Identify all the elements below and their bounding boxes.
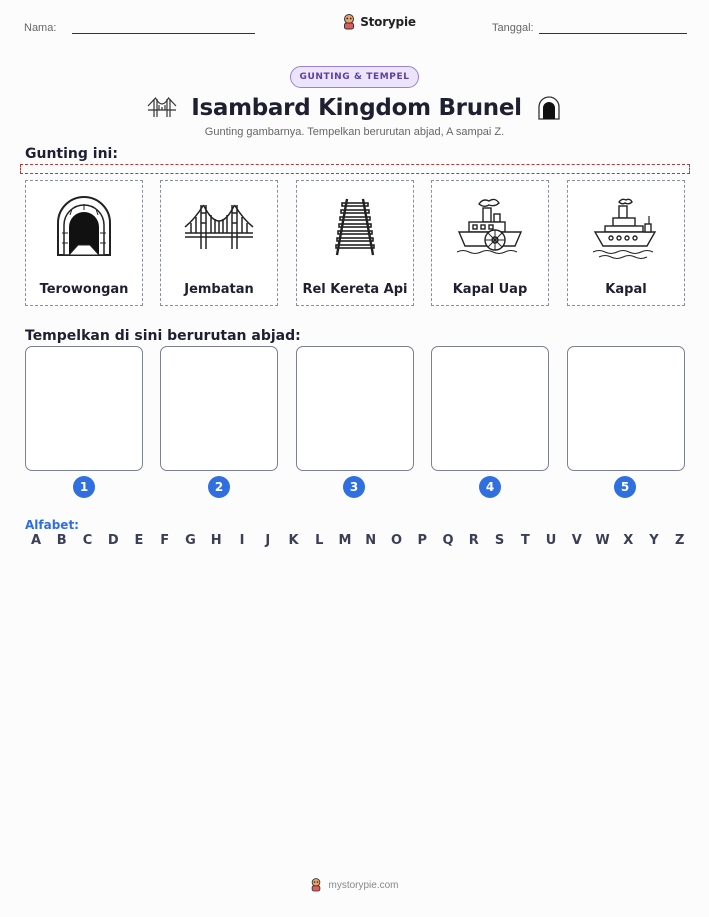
card-label: Terowongan: [39, 282, 129, 297]
cut-card-bridge[interactable]: [160, 180, 278, 306]
alphabet-letter: K: [288, 533, 299, 548]
steamboat-icon: [455, 194, 525, 260]
alphabet-letter: N: [365, 533, 377, 548]
alphabet-letter: R: [468, 533, 479, 548]
alphabet-letter: X: [623, 533, 634, 548]
alphabet-letter: L: [315, 533, 324, 548]
alphabet-letter: Q: [442, 533, 454, 548]
ship-icon: [591, 194, 661, 260]
cut-card-steamboat[interactable]: [431, 180, 549, 306]
alphabet-letter: Z: [675, 533, 685, 548]
footer-url[interactable]: mystorypie.com: [328, 879, 399, 891]
alphabet-letter: J: [265, 533, 271, 548]
alphabet-letter: E: [134, 533, 144, 548]
paste-slot-3[interactable]: [296, 346, 414, 471]
cut-card-ship[interactable]: [567, 180, 685, 306]
bridge-icon: [147, 96, 177, 120]
paste-slot-2[interactable]: [160, 346, 278, 471]
alphabet-letter: C: [82, 533, 93, 548]
worksheet-header: [24, 14, 687, 38]
alphabet-letter: D: [107, 533, 119, 548]
alphabet-letter: U: [545, 533, 557, 548]
alphabet-letter: W: [595, 533, 610, 548]
tunnel-icon: [52, 195, 116, 259]
paste-slot-1[interactable]: [25, 346, 143, 471]
slot-number: 4: [479, 476, 501, 498]
alphabet-letter: O: [390, 533, 403, 548]
brand-logo: [324, 14, 434, 30]
card-label: Rel Kereta Api: [302, 282, 408, 297]
railway-track-icon: [323, 195, 387, 259]
slot-number: 1: [73, 476, 95, 498]
alphabet-letter: B: [56, 533, 67, 548]
slot-number: 3: [343, 476, 365, 498]
storypie-mascot-icon: [310, 878, 322, 892]
name-field-line[interactable]: [72, 33, 255, 34]
footer: [0, 878, 709, 892]
date-label: Tanggal:: [492, 22, 534, 34]
cut-line: [20, 164, 690, 174]
tunnel-icon: [536, 95, 562, 121]
paste-slot-4[interactable]: [431, 346, 549, 471]
slot-number: 5: [614, 476, 636, 498]
cut-section-label: Gunting ini:: [25, 146, 118, 162]
alphabet-letter: A: [30, 533, 42, 548]
slot-number: 2: [208, 476, 230, 498]
bridge-icon: [183, 197, 255, 257]
alphabet-letter: S: [494, 533, 505, 548]
storypie-mascot-icon: [342, 14, 356, 30]
alphabet-letter: V: [571, 533, 582, 548]
alphabet-row: [28, 533, 688, 548]
instructions: Gunting gambarnya. Tempelkan berurutan abjad, A sampai Z.: [204, 126, 505, 138]
card-label: Kapal Uap: [452, 282, 528, 297]
alphabet-letter: H: [210, 533, 222, 548]
alphabet-letter: Y: [649, 533, 659, 548]
activity-badge: GUNTING & TEMPEL: [290, 66, 419, 88]
paste-section-label: Tempelkan di sini berurutan abjad:: [25, 328, 301, 344]
alphabet-letter: F: [160, 533, 170, 548]
alphabet-letter: M: [338, 533, 352, 548]
alphabet-letter: T: [520, 533, 530, 548]
brand-name: Storypie: [360, 15, 416, 29]
title-row: [0, 92, 709, 124]
card-label: Jembatan: [184, 282, 254, 297]
name-label: Nama:: [24, 22, 57, 34]
card-label: Kapal: [605, 282, 647, 297]
date-field-line[interactable]: [539, 33, 687, 34]
alphabet-letter: P: [417, 533, 428, 548]
page-title: Isambard Kingdom Brunel: [191, 95, 522, 121]
alphabet-label: Alfabet:: [25, 518, 79, 532]
paste-slot-5[interactable]: [567, 346, 685, 471]
alphabet-letter: G: [185, 533, 196, 548]
cut-card-railway[interactable]: [296, 180, 414, 306]
cut-card-tunnel[interactable]: [25, 180, 143, 306]
alphabet-letter: I: [239, 533, 245, 548]
